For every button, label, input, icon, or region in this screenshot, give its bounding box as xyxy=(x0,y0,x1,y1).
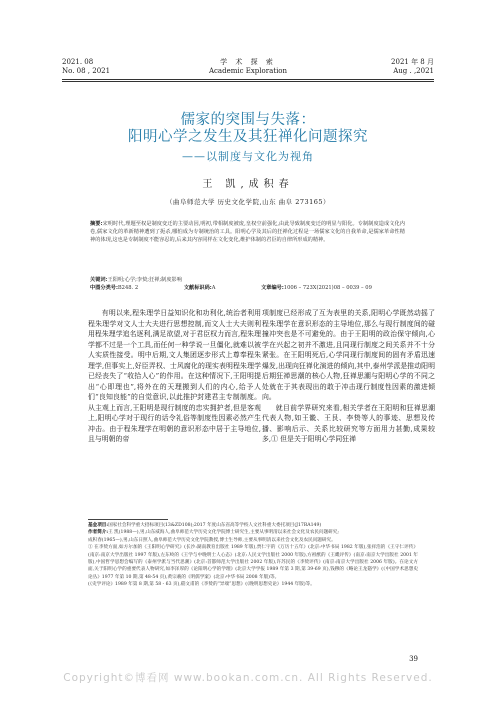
footnote-2: (《史学评论》1989 年第 8 期,第 58 - 63 页),嵇文甫的《李贽的“异端”思想》(《晚明思想史论》1944 年版)等。 xyxy=(88,582,315,588)
author-note xyxy=(88,529,418,536)
fund-text: 国家社会科学重大招标项目(13&ZD108);2017 年度山东省高等学校人文社科重大委托项目(J17RA149) xyxy=(108,523,322,528)
author-note-1: 王 凯(1988—),男,山东威海人,曲阜师范大学历史文化学院博士研究生,主要从事明清以来社会文化及农民问题研究; xyxy=(108,530,339,536)
art-label: 文章编号: xyxy=(261,285,284,291)
issue-year-month: 2021. 08 xyxy=(62,58,94,66)
author-note-label: 作者简介: xyxy=(88,530,109,536)
footnote-1: ① 在李贽方面,如方尔加的《王阳明心学研究》(长沙:湖南教育出版社 1989 年版),贾仁宇的《万历十五年》(北京:中华书局 1982 年版),张祥浩的《王守仁评传》(南京:南京大学出版社 1997 年版),左东岭的《王学与中晚明士人心态》(北京:人民文学出版社 2000 年版),方祖猷的《王畿评传》(南京:南京大学出版社 2001 年版),中国哲学思想会编写的《泰州学派与当代思潮》(北京:首都师范大学出版社 2002 年版),许苏民的《李贽评传》(南京:南京大学出版社 2006 年版)。在论文方面,关于阳明心学的重要代表人物研究,如李泽厚的《论阳明心学的学理》(北京大学学报 1989 年第 3 期,第 39-69 页),钱穆的《略论王龙谿学》(《中国学术思想史论丛》1977 年第 10 期,第 48-54 页),黄宗羲的《明儒学案》(北京:中华书局 2008 年版)等。 xyxy=(88,545,418,580)
copyright-watermark: Copyright©博看网 www.bookan.com.cn. All Rights Reserved. xyxy=(63,672,433,684)
author-affiliation: （曲阜师范大学 历史文化学院,山东 曲阜 273165） xyxy=(165,198,331,206)
abstract-text: 宋明时代,理题至权是制度变迁的主要动因,明初,带相制度被废,皇权空前强化,由此导致制度变迁的明显与阳化。专制制度造成文化内卷,儒家文化的革新精神遭到了扼杀,哪怕成为专制统治的工具。阳明心学及其后的狂禅化过程是一场儒家文化的自我革命,是儒家革命性精神的体现,这也是专制制度不能容忍的,后来其内容同样在文化变化,维护体制的君臣的自律所形成的精神。 xyxy=(90,221,405,243)
author-names: 王 凯,成积春 xyxy=(202,179,294,190)
article-title-line1: 儒家的突围与失落： xyxy=(180,112,316,128)
clc-value: B248. 2 xyxy=(117,285,139,291)
body-paragraph: 就目前学界研究来看,相关学者在王阳明和狂禅思潮代表人物,如王畿、王艮、李贽等人的事迹、思想及传播、影响后示、关系比较研究等方面用力甚勤,成果较多,① 但是关于阳明心学同狂禅 xyxy=(262,403,435,443)
abstract xyxy=(90,220,405,244)
doc-value: A xyxy=(211,285,216,291)
body-column-right xyxy=(262,308,435,445)
body-column-left xyxy=(88,308,261,445)
header-rule-thin xyxy=(62,81,434,82)
clc-label: 中图分类号: xyxy=(90,285,118,291)
journal-name-zh: 学 术 探 索 xyxy=(220,58,276,66)
header-rule-thick xyxy=(62,79,434,80)
clc-number xyxy=(90,285,160,291)
keywords-text: 王阳明;心学;李贽;狂禅;制度影响 xyxy=(107,277,182,283)
body-paragraph: 有明以来,程朱理学日益知识化和功利化,统治者利用程朱理学对文人士大夫进行思想控制,而文人士大夫则利用程朱理学追名逐利,满足欲望,对于君臣权力而言,程朱理学都不过是一个工具,而任何一种学说一旦僵化,就难以被人实质性接受。明中后期,文人集团逐步形式上尊奉程朱理学,但事实上,好臣弄权、士风腐化的现实表明程朱理学已经丧失了“收拾人心”的作用。在这种情况下,王阳明提出“心即理也”,将外在的天理搬到人们的内心,给予人们“良知良能”的自觉意识,以此推护封建君主专制制度。从主观上而言,王阳明是现行制度的忠实拥护者,但是客观上,阳明心学对于现行的话令礼俗等制度性因素必然产生冲击。由于程朱理学在明朝的意识形态中居于主导地位,且与明朝的帝 xyxy=(88,309,261,443)
article-number xyxy=(261,285,394,291)
issue-date-zh: 2021 年 8 月 xyxy=(391,58,434,66)
page-number: 39 xyxy=(409,655,418,663)
body-paragraph: 项制度已经形成了互为表里的关系,阳明心学既然动摇了程朱理学在意识形态的主导地位,那么与现行制度间的碰撞冲突也是不可避免的。由于王阳明的政治保守倾向,心学在兴起之初并不激进,且同现行制度之间关系并不十分紧张。在王阳明死后,心学同现行制度间的固有矛盾迅速爆发,出现向狂禅化演进的倾向,其中,泰州学派是推动阳明后期狂禅思潮的核心人物,狂禅思潮与阳明心学的不同之处就在于其表现出的敢于冲击现行制度性因素的激进倾向。 xyxy=(262,309,435,401)
journal-name-en: Academic Exploration xyxy=(208,67,288,75)
classification-line xyxy=(90,284,420,292)
author-note-2: 成积春(1965—),男,山东日照人,曲阜师范大学历史文化学院教授,博士生导师,主要从事明清以来社会文化及农民问题研究。 xyxy=(88,537,336,543)
art-value: 1006 – 723X(2021)08 – 0039 – 09 xyxy=(283,285,372,291)
issue-date-en: Aug . ,2021 xyxy=(393,67,434,75)
abstract-label: 摘要: xyxy=(90,221,103,227)
document-code xyxy=(184,285,238,291)
footnotes xyxy=(88,522,418,589)
keywords xyxy=(90,276,405,284)
issue-number: No. 08 , 2021 xyxy=(62,67,111,75)
article-title-line2: 阳明心学之发生及其狂禅化问题探究 xyxy=(128,129,368,145)
footnote-rule xyxy=(88,519,168,520)
article-subtitle: ——以制度与文化为视角 xyxy=(182,150,314,163)
keywords-label: 关键词: xyxy=(90,277,108,283)
fund-note xyxy=(88,522,418,529)
journal-issue-right xyxy=(391,58,434,76)
doc-label: 文献标识码: xyxy=(183,285,212,291)
fund-label: 基金项目: xyxy=(88,523,109,528)
